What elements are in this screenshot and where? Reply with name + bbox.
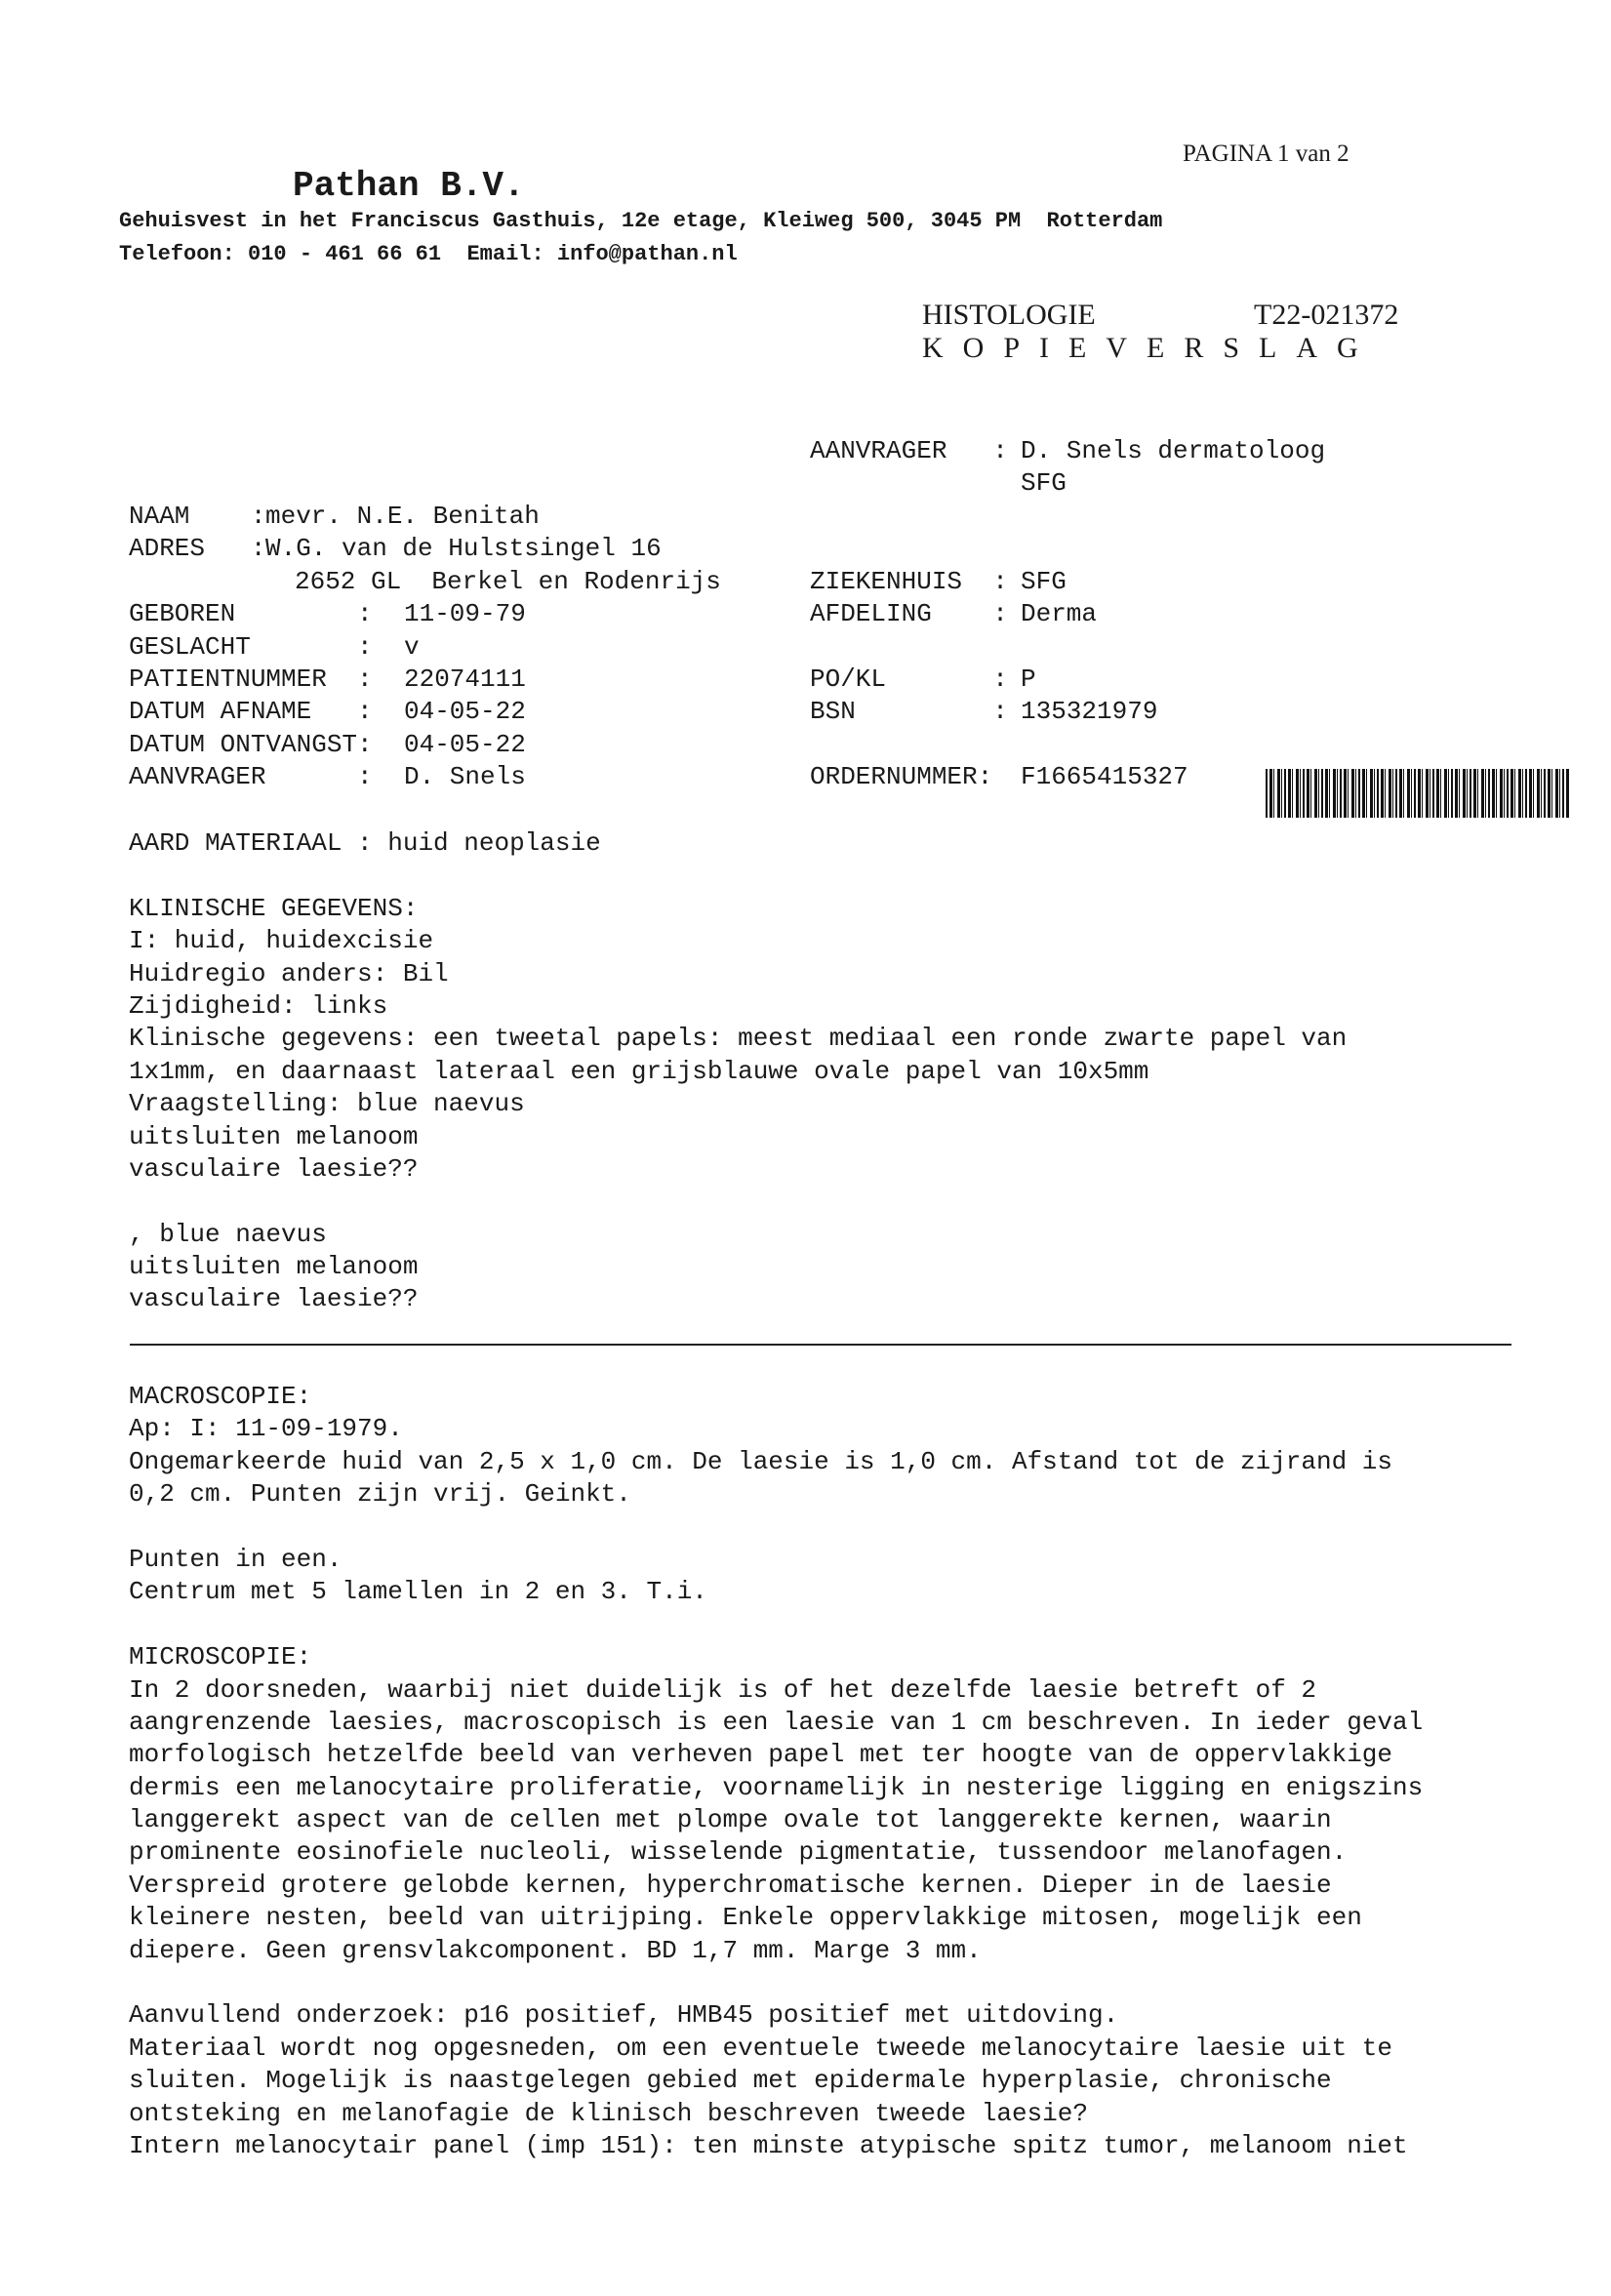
- report-line: [129, 1511, 1514, 1544]
- report-line: uitsluiten melanoom: [129, 1121, 419, 1151]
- barcode-icon: [1266, 769, 1570, 818]
- patient-value: 11-09-79: [404, 599, 526, 629]
- report-line: diepere. Geen grensvlakcomponent. BD 1,7 mm. Marge 3 mm.: [129, 1935, 982, 1965]
- request-value: Derma: [1021, 598, 1098, 628]
- request-label: PO/KL :: [810, 664, 1008, 694]
- report-line: kleinere nesten, beeld van uitrijping. Enkele oppervlakkige mitosen, mogelijk een: [129, 1903, 1362, 1933]
- report-line: , blue naevus: [129, 1219, 327, 1249]
- request-value: P: [1021, 664, 1036, 694]
- report-line: MICROSCOPIE:: [129, 1642, 312, 1672]
- patient-row: [129, 761, 831, 793]
- report-number: T22-021372: [1254, 299, 1399, 331]
- request-row: [810, 467, 1356, 500]
- request-row: [810, 533, 1356, 565]
- report-line: Materiaal wordt nog opgesneden, om een eventuele tweede melanocytaire laesie uit te: [129, 2033, 1393, 2063]
- patient-row: [129, 696, 831, 728]
- macro-micro-section: [129, 1381, 1514, 2162]
- report-line: Verspreid grotere gelobde kernen, hyperchromatische kernen. Dieper in de laesie: [129, 1870, 1332, 1900]
- request-label: BSN :: [810, 697, 1008, 727]
- report-type: HISTOLOGIE: [922, 299, 1096, 331]
- report-line: [129, 860, 1514, 892]
- patient-row: [129, 501, 831, 533]
- page-indicator: PAGINA 1 van 2: [1183, 141, 1349, 167]
- patient-label: GESLACHT :: [129, 631, 373, 662]
- patient-row: [129, 729, 831, 761]
- patient-label: DATUM ONTVANGST:: [129, 729, 373, 759]
- report-line: 1x1mm, en daarnaast lateraal een grijsblauwe ovale papel van 10x5mm: [129, 1056, 1149, 1086]
- patient-info: [129, 501, 831, 794]
- report-line: uitsluiten melanoom: [129, 1252, 419, 1282]
- patient-label: PATIENTNUMMER :: [129, 664, 373, 694]
- request-row: [810, 696, 1356, 728]
- patient-value: mevr. N.E. Benitah: [265, 502, 540, 531]
- patient-value: 22074111: [404, 664, 526, 694]
- report-line: prominente eosinofiele nucleoli, wisselende pigmentatie, tussendoor melanofagen.: [129, 1837, 1348, 1868]
- report-line: Punten in een.: [129, 1544, 342, 1574]
- request-value: D. Snels dermatoloog: [1021, 436, 1326, 465]
- patient-value: v: [404, 631, 420, 662]
- request-row: [810, 566, 1356, 598]
- request-label: ZIEKENHUIS :: [810, 566, 1008, 596]
- patient-value: W.G. van de Hulstsingel 16: [265, 534, 662, 564]
- request-label: ORDERNUMMER:: [810, 761, 993, 791]
- report-line: AARD MATERIAAL : huid neoplasie: [129, 828, 601, 858]
- report-line: I: huid, huidexcisie: [129, 926, 434, 956]
- report-line: Intern melanocytair panel (imp 151): ten minste atypische spitz tumor, melanoom niet: [129, 2130, 1408, 2160]
- report-line: Ongemarkeerde huid van 2,5 x 1,0 cm. De laesie is 1,0 cm. Afstand tot de zijrand is: [129, 1446, 1393, 1476]
- report-line: vasculaire laesie??: [129, 1153, 419, 1184]
- report-line: aangrenzende laesies, macroscopisch is een laesie van 1 cm beschreven. In ieder geval: [129, 1707, 1424, 1737]
- request-row: [810, 435, 1356, 467]
- request-label: AFDELING :: [810, 598, 1008, 628]
- company-contact: Telefoon: 010 - 461 66 61 Email: info@pathan.nl: [119, 242, 738, 266]
- patient-label: ADRES :: [129, 534, 266, 564]
- company-address: Gehuisvest in het Franciscus Gasthuis, 12e etage, Kleiweg 500, 3045 PM Rotterdam: [119, 209, 1163, 233]
- request-row: [810, 630, 1356, 663]
- request-value: SFG: [1021, 468, 1067, 499]
- report-line: ontsteking en melanofagie de klinisch beschreven tweede laesie?: [129, 2098, 1088, 2128]
- request-row: [810, 664, 1356, 696]
- request-info: [810, 435, 1356, 793]
- company-name: Pathan B.V.: [293, 166, 525, 206]
- clinical-section: [129, 827, 1514, 1316]
- report-line: Zijdigheid: links: [129, 990, 388, 1021]
- patient-row: [129, 631, 831, 664]
- request-value: SFG: [1021, 566, 1067, 596]
- report-line: [129, 1186, 1514, 1218]
- report-line: Aanvullend onderzoek: p16 positief, HMB45 positief met uitdoving.: [129, 2000, 1119, 2031]
- report-line: dermis een melanocytaire proliferatie, voornamelijk in nesterige ligging en enigszins: [129, 1772, 1424, 1802]
- patient-row: [129, 533, 831, 565]
- report-line: Centrum met 5 lamellen in 2 en 3. T.i.: [129, 1577, 707, 1607]
- patient-row: [129, 598, 831, 630]
- report-line: Vraagstelling: blue naevus: [129, 1089, 525, 1119]
- report-line: Huidregio anders: Bil: [129, 958, 449, 988]
- report-line: KLINISCHE GEGEVENS:: [129, 893, 419, 923]
- request-value: 135321979: [1021, 697, 1158, 727]
- report-line: langgerekt aspect van de cellen met plompe ovale tot langgerekte kernen, waarin: [129, 1805, 1332, 1835]
- patient-row: [129, 664, 831, 696]
- report-line: Klinische gegevens: een tweetal papels: meest mediaal een ronde zwarte papel van: [129, 1024, 1348, 1054]
- request-row: [810, 729, 1356, 761]
- report-line: Ap: I: 11-09-1979.: [129, 1414, 403, 1444]
- section-divider: [130, 1344, 1511, 1346]
- request-row: [810, 598, 1356, 630]
- patient-label: DATUM AFNAME :: [129, 697, 373, 727]
- report-line: 0,2 cm. Punten zijn vrij. Geinkt.: [129, 1479, 631, 1510]
- patient-value: 04-05-22: [404, 729, 526, 759]
- report-line: morfologisch hetzelfde beeld van verheven papel met ter hoogte van de oppervlakkige: [129, 1740, 1393, 1770]
- request-label: AANVRAGER :: [810, 436, 1008, 465]
- report-line: MACROSCOPIE:: [129, 1382, 312, 1411]
- report-copy-label: KOPIEVERSLAG: [922, 332, 1378, 364]
- patient-row: [129, 566, 831, 598]
- patient-value: 04-05-22: [404, 697, 526, 727]
- report-line: sluiten. Mogelijk is naastgelegen gebied met epidermale hyperplasie, chronische: [129, 2066, 1332, 2096]
- report-line: [129, 1609, 1514, 1641]
- patient-value: D. Snels: [404, 762, 526, 792]
- patient-label: NAAM :: [129, 502, 266, 531]
- report-line: [129, 1967, 1514, 1999]
- report-line: In 2 doorsneden, waarbij niet duidelijk is of het dezelfde laesie betreft of 2: [129, 1674, 1316, 1705]
- patient-label: AANVRAGER :: [129, 762, 373, 792]
- request-row: [810, 501, 1356, 533]
- request-value: F1665415327: [1021, 761, 1188, 791]
- report-line: vasculaire laesie??: [129, 1284, 419, 1314]
- patient-label: GEBOREN :: [129, 599, 373, 629]
- patient-value: 2652 GL Berkel en Rodenrijs: [295, 566, 721, 596]
